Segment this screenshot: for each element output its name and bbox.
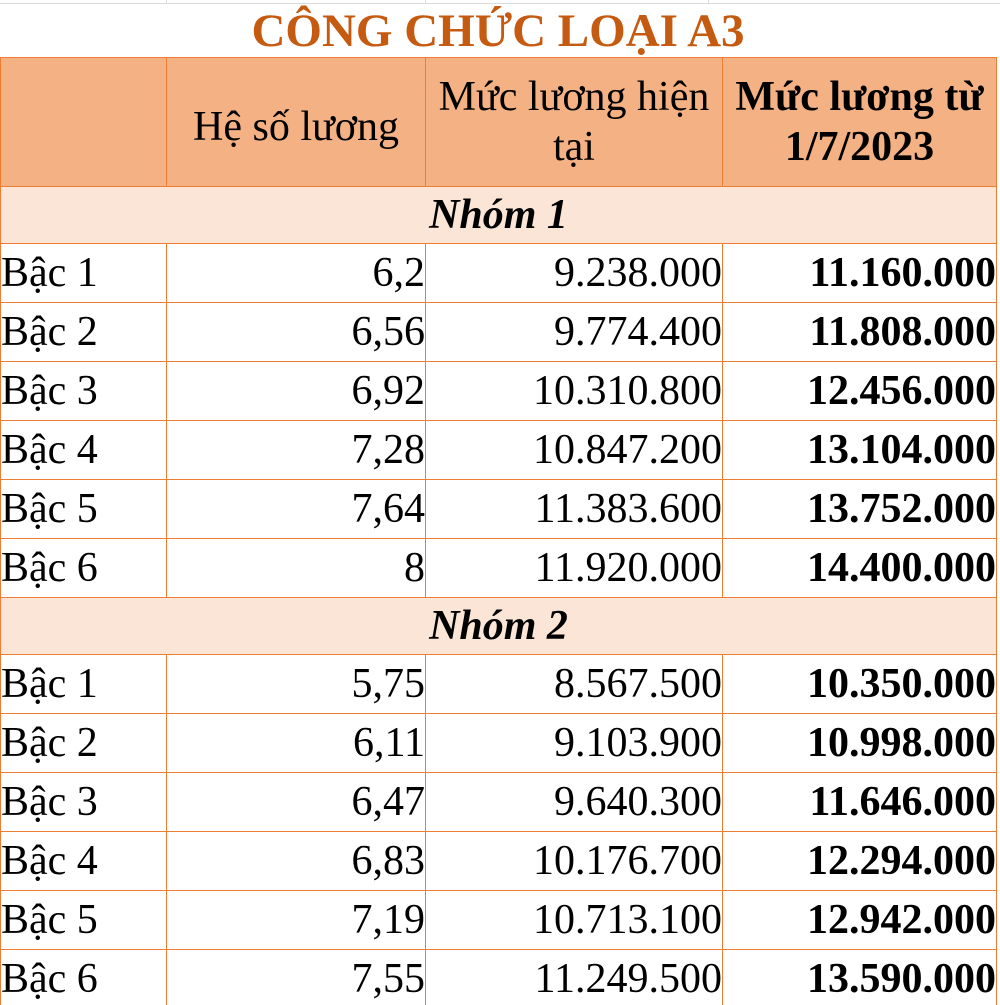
header-current-salary: Mức lương hiện tại xyxy=(426,58,723,187)
current-salary-cell: 8.567.500 xyxy=(426,655,723,714)
header-row xyxy=(1,58,997,187)
salary-table xyxy=(0,57,997,1005)
new-salary-cell: 12.942.000 xyxy=(723,891,997,950)
current-salary-cell: 11.383.600 xyxy=(426,480,723,539)
coef-cell: 6,47 xyxy=(167,773,426,832)
new-salary-cell: 11.160.000 xyxy=(723,244,997,303)
current-salary-cell: 10.310.800 xyxy=(426,362,723,421)
current-salary-cell: 10.713.100 xyxy=(426,891,723,950)
gridline xyxy=(166,0,167,3)
current-salary-cell: 9.238.000 xyxy=(426,244,723,303)
gridline xyxy=(425,0,426,3)
table-row xyxy=(1,480,997,539)
coef-cell: 8 xyxy=(167,539,426,598)
table-row xyxy=(1,539,997,598)
table-row xyxy=(1,244,997,303)
level-cell: Bậc 4 xyxy=(1,832,167,891)
section-label: Nhóm 1 xyxy=(1,187,997,244)
coef-cell: 6,11 xyxy=(167,714,426,773)
level-cell: Bậc 3 xyxy=(1,362,167,421)
current-salary-cell: 9.640.300 xyxy=(426,773,723,832)
table-row xyxy=(1,773,997,832)
current-salary-cell: 11.920.000 xyxy=(426,539,723,598)
table-title: CÔNG CHỨC LOẠI A3 xyxy=(251,4,745,57)
coef-cell: 6,56 xyxy=(167,303,426,362)
current-salary-cell: 10.847.200 xyxy=(426,421,723,480)
current-salary-cell: 9.774.400 xyxy=(426,303,723,362)
header-new-salary: Mức lương từ 1/7/2023 xyxy=(723,58,997,187)
current-salary-cell: 11.249.500 xyxy=(426,950,723,1005)
level-cell: Bậc 2 xyxy=(1,714,167,773)
table-row xyxy=(1,950,997,1005)
section-label: Nhóm 2 xyxy=(1,598,997,655)
new-salary-cell: 14.400.000 xyxy=(723,539,997,598)
coef-cell: 7,28 xyxy=(167,421,426,480)
table-row xyxy=(1,714,997,773)
coef-cell: 6,83 xyxy=(167,832,426,891)
coef-cell: 6,2 xyxy=(167,244,426,303)
new-salary-cell: 12.294.000 xyxy=(723,832,997,891)
new-salary-cell: 11.646.000 xyxy=(723,773,997,832)
current-salary-cell: 10.176.700 xyxy=(426,832,723,891)
new-salary-cell: 10.350.000 xyxy=(723,655,997,714)
coef-cell: 5,75 xyxy=(167,655,426,714)
header-coefficient: Hệ số lương xyxy=(167,58,426,187)
section-row-group1 xyxy=(1,187,997,244)
level-cell: Bậc 2 xyxy=(1,303,167,362)
table-row xyxy=(1,891,997,950)
coef-cell: 7,19 xyxy=(167,891,426,950)
header-empty-cell xyxy=(1,58,167,187)
level-cell: Bậc 6 xyxy=(1,539,167,598)
level-cell: Bậc 5 xyxy=(1,480,167,539)
new-salary-cell: 11.808.000 xyxy=(723,303,997,362)
level-cell: Bậc 1 xyxy=(1,655,167,714)
top-row-sliver xyxy=(0,0,1000,4)
table-row xyxy=(1,362,997,421)
level-cell: Bậc 5 xyxy=(1,891,167,950)
coef-cell: 7,64 xyxy=(167,480,426,539)
table-row xyxy=(1,832,997,891)
coef-cell: 6,92 xyxy=(167,362,426,421)
current-salary-cell: 9.103.900 xyxy=(426,714,723,773)
new-salary-cell: 13.104.000 xyxy=(723,421,997,480)
level-cell: Bậc 6 xyxy=(1,950,167,1005)
new-salary-cell: 13.590.000 xyxy=(723,950,997,1005)
table-row xyxy=(1,303,997,362)
coef-cell: 7,55 xyxy=(167,950,426,1005)
table-row xyxy=(1,655,997,714)
level-cell: Bậc 3 xyxy=(1,773,167,832)
new-salary-cell: 12.456.000 xyxy=(723,362,997,421)
new-salary-cell: 13.752.000 xyxy=(723,480,997,539)
gridline xyxy=(708,0,709,3)
new-salary-cell: 10.998.000 xyxy=(723,714,997,773)
section-row-group2 xyxy=(1,598,997,655)
level-cell: Bậc 4 xyxy=(1,421,167,480)
level-cell: Bậc 1 xyxy=(1,244,167,303)
table-row xyxy=(1,421,997,480)
